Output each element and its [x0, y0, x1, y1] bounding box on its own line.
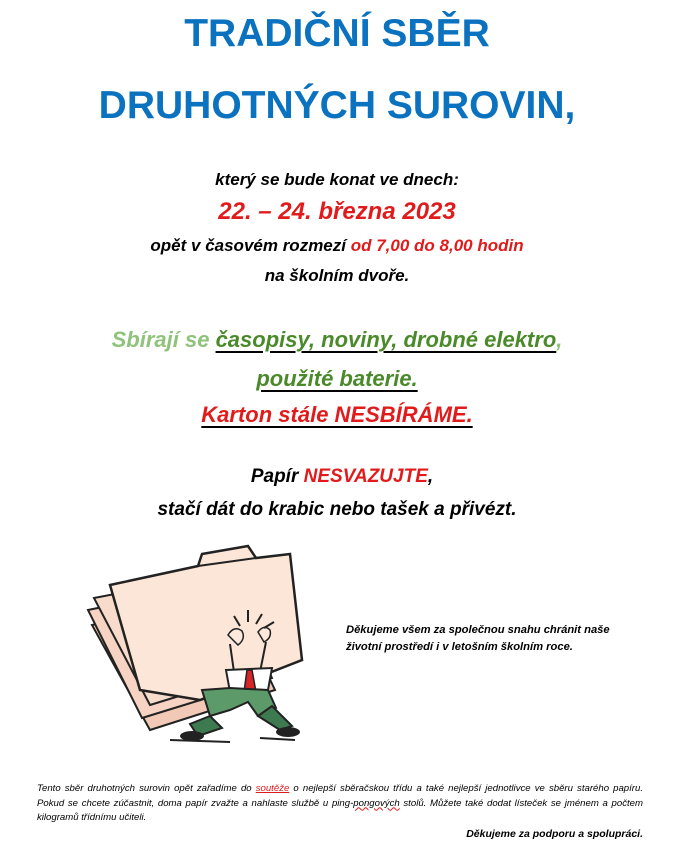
paper-prefix: Papír	[250, 466, 304, 487]
title-line-2: DRUHOTNÝCH SUROVIN,	[98, 84, 576, 127]
carton-line	[0, 402, 674, 428]
footer-contest-link[interactable]: soutěže	[255, 783, 290, 794]
footer-note	[37, 782, 643, 841]
footer-wavy-word: pongových	[353, 797, 400, 809]
paper-line-1	[0, 466, 674, 488]
collected-items-1: časopisy, noviny, drobné elektro	[215, 327, 557, 352]
footer-part-3: stolů. Můžete také dodat lísteček se jménem a počtem kilogramů třídnímu učiteli.	[37, 797, 643, 823]
time-prefix: opět v časovém rozmezí	[150, 236, 351, 255]
footer-signature: Děkujeme za podporu a spolupráci.	[466, 827, 643, 840]
event-dates: 22. – 24. března 2023	[218, 198, 456, 225]
paper-stack-illustration	[80, 540, 310, 745]
time-line	[0, 236, 674, 256]
place-text: na školním dvoře.	[264, 266, 410, 285]
thanks-message: Děkujeme všem za společnou snahu chránit naše životní prostředí i v letošním školním roce.	[346, 624, 610, 653]
intro-text: který se bude konat ve dnech:	[215, 170, 459, 189]
collected-prefix: Sbírají se	[111, 327, 216, 352]
collected-line-2	[0, 366, 674, 392]
paper-line-2: stačí dát do krabic nebo tašek a přivézt.	[157, 499, 517, 520]
footer-part-2: o nejlepší sběračskou třídu a také nejlepší jednotlivce ve sběru starého papíru. Pokud se chcete zúčastnit, doma papír zvažte a nahlaste službě u ping-	[37, 783, 644, 809]
paper-highlight: NESVAZUJTE	[303, 466, 428, 487]
collected-comma: ,	[556, 327, 563, 352]
collected-line-1	[0, 327, 674, 353]
carton-notice: Karton stále NESBÍRÁME.	[201, 402, 473, 427]
footer-part-1: Tento sběr druhotných surovin opět zařadíme do	[37, 783, 256, 794]
title-line-1: TRADIČNÍ SBĚR	[184, 12, 490, 55]
time-range: od 7,00 do 8,00 hodin	[350, 236, 524, 255]
paper-suffix: ,	[427, 466, 434, 487]
collected-items-2: použité baterie.	[256, 366, 418, 391]
